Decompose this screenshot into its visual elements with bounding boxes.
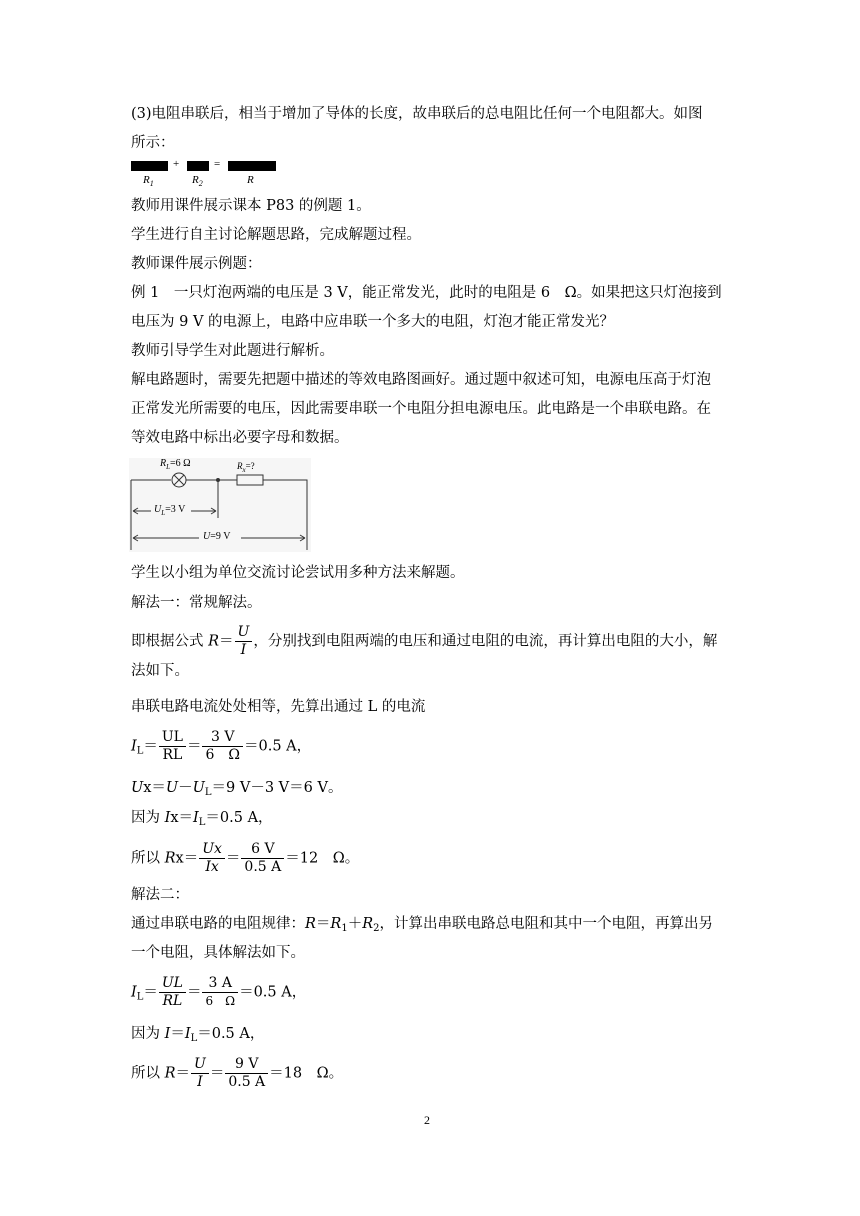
page-number: 2 [424,1113,430,1127]
fraction: $\frac{UL}{RL}$ [159,975,186,1010]
formula-line: 所以 Rx＝ $\frac{Ux}{Ix}$ ＝ $\frac{6 V}{0.5 A}$ ＝12 Ω。 [131,841,360,875]
paragraph-line: 通过串联电路的电阻规律：$R=R_1+R_2$，计算出串联电路总电阻和其中一个电阻，再算出另 [131,916,714,934]
resistor-r1-bar [131,161,168,171]
formula-line: $I_L=$ $\frac{UL}{RL}$ ＝ $\frac{3 V}{6 \Omega}$ ＝0.5 A， [131,729,312,763]
resistor-r2-label: $R_2$ [192,174,203,188]
formula-line: $I_L=$ $\frac{UL}{RL}$ ＝ $\frac{3 A}{6 \Omega}$ ＝0.5 A， [131,975,307,1009]
circuit-diagram [129,458,311,552]
junction-dot [216,478,220,482]
paragraph-line: 学生以小组为单位交流讨论尝试用多种方法来解题。 [131,565,465,581]
paragraph-line: 一个电阻，具体解法如下。 [131,945,305,961]
paragraph-line: 法如下。 [131,663,189,679]
paragraph-line: 串联电路电流处处相等，先算出通过 L 的电流 [131,699,426,715]
paragraph-line: 学生进行自主讨论解题思路，完成解题过程。 [131,227,421,243]
paragraph-line: 教师课件展示例题： [131,256,262,272]
plus-sign: + [173,158,180,170]
fraction: $\frac{9 V}{0.5 A}$ [225,1056,268,1091]
fraction: $\frac{UL}{RL}$ [159,729,186,764]
resistor-r1-label: $R_1$ [143,174,154,188]
rx-label: $R_x=$? [237,461,255,474]
paragraph-line: 等效电路中标出必要字母和数据。 [131,430,349,446]
paragraph-line: (3)电阻串联后，相当于增加了导体的长度，故串联后的总电阻比任何一个电阻都大。如图 [131,106,703,122]
method-title: 解法一：常规解法。 [131,595,262,611]
formula-line: 因为 $Ix=I_L=0.5$ A， [131,810,273,828]
equals-sign: = [214,158,221,170]
paragraph-line: 解电路题时，需要先把题中描述的等效电路图画好。通过题中叙述可知，电源电压高于灯泡 [131,372,711,388]
formula-line: $Ux=U-U_L=9$ V－3 V＝6 V。 [131,780,343,798]
example-line: 例 1 一只灯泡两端的电压是 3 V，能正常发光，此时的电阻是 6 Ω。如果把这只灯泡接到 [131,285,722,301]
fraction: $\frac{6 V}{0.5 A}$ [241,841,284,876]
formula-line: 所以 R＝ $\frac{U}{I}$ ＝ $\frac{9 V}{0.5 A}$ ＝18 Ω。 [131,1056,344,1090]
formula-line: 因为 $I=I_L=0.5$ A， [131,1026,265,1044]
example-line: 电压为 9 V 的电源上，电路中应串联一个多大的电阻，灯泡才能正常发光？ [131,314,615,330]
fraction: $\frac{3 A}{6 \Omega}$ [202,975,238,1010]
fraction: $\frac{U}{I}$ [191,1056,209,1091]
paragraph-line: 所示： [131,135,175,151]
paragraph-line: 教师引导学生对此题进行解析。 [131,343,334,359]
resistor-r-label: R [247,174,254,186]
paragraph-line: 正常发光所需要的电压，因此需要串联一个电阻分担电源电压。此电路是一个串联电路。在 [131,401,711,417]
method-title: 解法二： [131,887,189,903]
rl-label: $R_L=6$ Ω [160,458,191,471]
fraction: $\frac{U}{I}$ [235,624,253,659]
formula-line: 即根据公式 R＝ $\frac{U}{I}$ ，分别找到电阻两端的电压和通过电阻的电流，再计算出电阻的大小，解 [131,624,718,658]
u-label: U=9 V [203,531,231,542]
fraction: $\frac{Ux}{Ix}$ [199,841,225,876]
paragraph-line: 教师用课件展示课本 P83 的例题 1。 [131,198,371,214]
fraction: $\frac{3 V}{6 \Omega}$ [202,729,243,764]
resistor-r-bar [228,161,276,171]
ul-label: $U_L=3$ V [154,504,186,517]
resistor-r2-bar [187,161,209,171]
